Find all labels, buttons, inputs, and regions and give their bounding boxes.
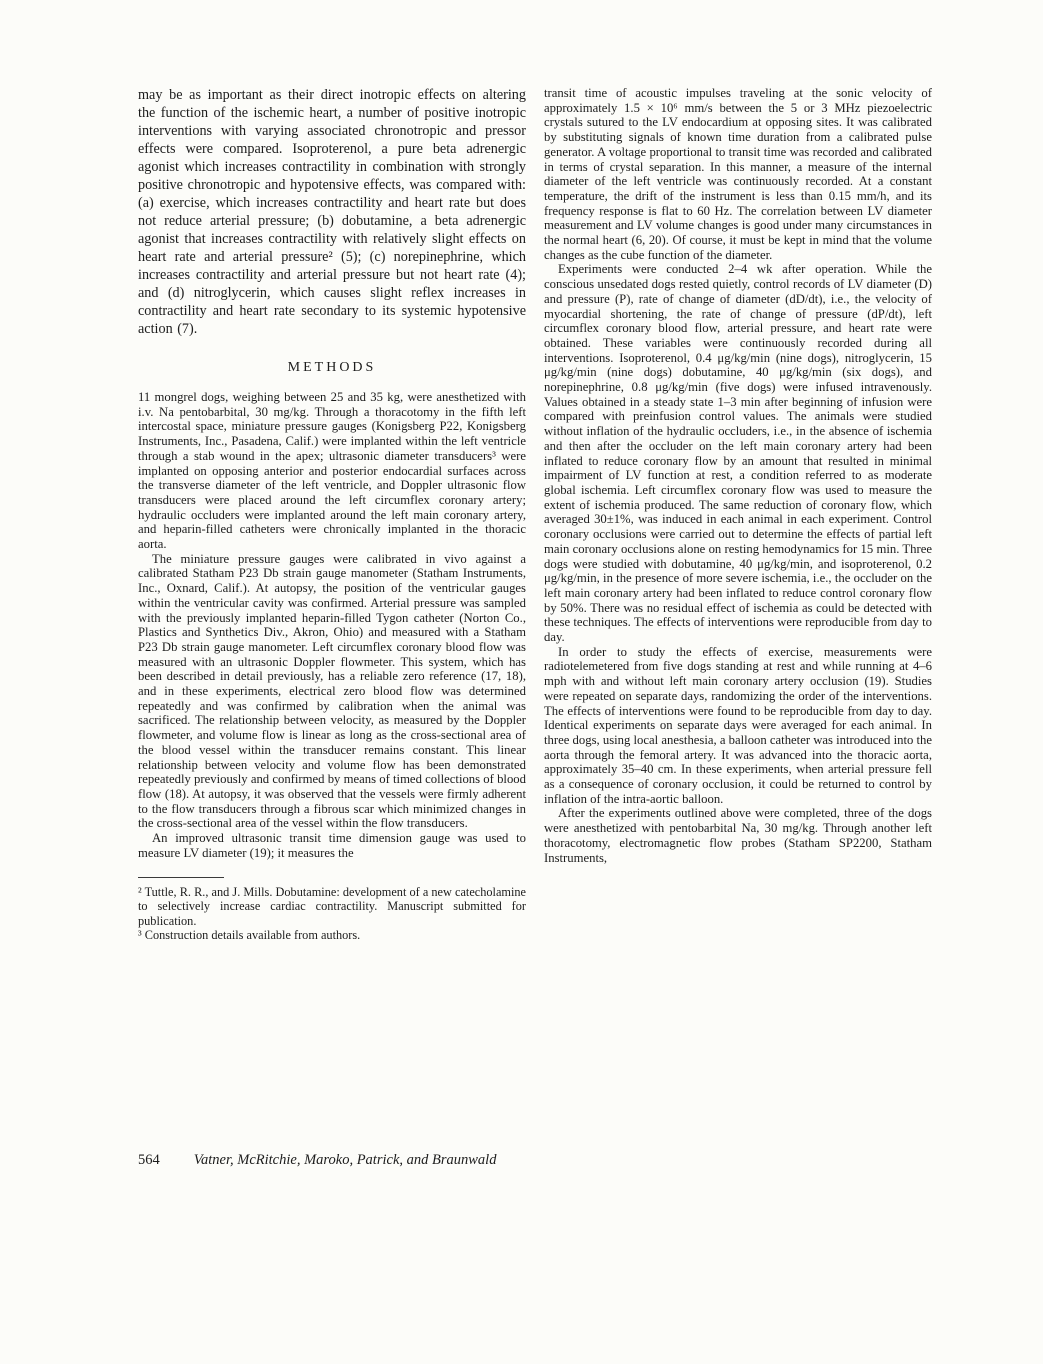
methods-heading: METHODS (287, 360, 377, 375)
methods-paragraph: 11 mongrel dogs, weighing between 25 and 35 kg, were anesthetized with i.v. Na pentobarbital, 30 mg/kg. Through a thoracotomy in the fifth left intercostal space, miniature pressure gauges (Konigsberg P22, Konigsberg Instruments, Inc., Pasadena, Calif.) were implanted within the left ventricle through a stab wound in the apex; ultrasonic diameter transducers³ were implanted on opposing anterior and posterior endocardial surfaces across the transverse diameter of the left ventricle, and Doppler ultrasonic flow transducers were placed around the left circumflex coronary artery; hydraulic occluders were implanted around the left main coronary artery, and heparin-filled catheters were chronically implanted in the thoracic aorta. (138, 390, 526, 552)
body-paragraph: Experiments were conducted 2–4 wk after operation. While the conscious unsedated dogs rested quietly, control records of LV diameter (D) and pressure (P), rate of change of diameter (dD/dt), i.e., the velocity of myocardial shortening, the rate of change of pressure (dP/dt), left circumflex coronary blood flow, arterial pressure, and heart rate were obtained. These variables were continuously recorded during all interventions. Isoproterenol, 0.4 μg/kg/min (nine dogs), nitroglycerin, 15 μg/kg/min (nine dogs) dobutamine, 40 μg/kg/min (six dogs), and norepinephrine, 0.8 μg/kg/min (five dogs) were infused intravenously. Values obtained in a steady state 1–3 min after beginning of infusion were compared with preinfusion control values. The animals were studied without inflation of the hydraulic occluders, i.e., in the absence of ischemia and then after the occluder on the left main coronary artery had been inflated to reduce coronary flow by an amount that resulted in minimal impairment of LV function at rest, a condition referred to as moderate global ischemia. Left circumflex coronary flow was used to measure the extent of ischemia produced. The same reduction of coronary flow, which averaged 30±1%, was induced in each animal in each experiment. Control coronary occlusions were carried out to determine the effects of partial left main coronary occlusions alone on resting hemodynamics for 15 min. Three dogs were studied with dobutamine, 40 μg/kg/min, and isoproterenol, 0.2 μg/kg/min, in the presence of more severe ischemia, i.e., the occluder on the left main coronary artery had been inflated to reduce control coronary flow by 50%. There was no residual effect of ischemia as could be detected with these techniques. The effects of interventions were reproducible from day to day. (544, 262, 932, 645)
footnote: ² Tuttle, R. R., and J. Mills. Dobutamine: development of a new catecholamine to selectively increase cardiac contractility. Manuscript submitted for publication. (138, 884, 526, 928)
page-number: 564 (138, 1152, 160, 1168)
intro-paragraph: may be as important as their direct inotropic effects on altering the function of the ischemic heart, a number of positive inotropic interventions with varying associated chronotropic and pressor effects were compared. Isoproterenol, a pure beta adrenergic agonist which increases contractility in combination with strongly positive chronotropic and hypotensive effects, was compared with: (a) exercise, which increases contractility and heart rate but does not reduce arterial pressure; (b) dobutamine, a beta adrenergic agonist that increases contractility with relatively slight effects on heart rate and arterial pressure² (5); (c) norepinephrine, which increases contractility and arterial pressure but not heart rate (4); and (d) nitroglycerin, which causes slight reflex increases in contractility and heart rate secondary to its systemic hypotensive action (7). (138, 87, 526, 337)
methods-paragraph: An improved ultrasonic transit time dimension gauge was used to measure LV diameter (19); it measures the (138, 831, 526, 860)
left-column (138, 86, 526, 943)
running-authors: Vatner, McRitchie, Maroko, Patrick, and Braunwald (193, 1152, 497, 1168)
footnotes-block (138, 877, 526, 943)
footnote-separator (138, 877, 224, 878)
page-footer (138, 1152, 932, 1169)
footnote: ³ Construction details available from authors. (138, 928, 361, 943)
body-paragraph: transit time of acoustic impulses traveling at the sonic velocity of approximately 1.5 × 10⁶ mm/s between the 5 or 3 MHz piezoelectric crystals sutured to the LV endocardium at opposing sites. It was calibrated by substituting signals of known time duration from a calibrated pulse generator. A voltage proportional to transit time was recorded and calibrated in terms of crystal separation. In this manner, a measure of the internal diameter of the left ventricle was continuously recorded. At a constant temperature, the drift of the instrument is less than 0.15 mm/h, and its frequency response is flat to 60 Hz. The correlation between LV diameter measurement and LV volume changes is good under many circumstances in the normal heart (6, 20). Of course, it must be kept in mind that the volume changes as the cube function of the diameter. (544, 86, 932, 262)
right-column (544, 86, 932, 943)
body-paragraph: After the experiments outlined above were completed, three of the dogs were anesthetized with pentobarbital Na, 30 mg/kg. Through another left thoracotomy, electromagnetic flow probes (Statham SP2200, Statham Instruments, (544, 806, 932, 865)
body-paragraph: In order to study the effects of exercise, measurements were radiotelemetered from five dogs standing at rest and while running at 4–6 mph with and without left main coronary artery occlusion (19). Studies were repeated on separate days, randomizing the order of the interventions. The effects of interventions were found to be reproducible from day to day. Identical experiments on separate days were averaged for each animal. In three dogs, using local anesthesia, a balloon catheter was introduced into the aorta through the femoral artery. It was advanced into the thoracic aorta, approximately 35–40 cm. In these experiments, when arterial pressure fell as a consequence of coronary occlusion, it could be returned to control by inflation of the intra-aortic balloon. (544, 644, 932, 806)
methods-paragraph: The miniature pressure gauges were calibrated in vivo against a calibrated Statham P23 Db strain gauge manometer (Statham Instruments, Inc., Oxnard, Calif.). At autopsy, the position of the ventricular gauges within the ventricular cavity was confirmed. Arterial pressure was sampled with the previously implanted heparin-filled Tygon catheter (Norton Co., Plastics and Synthetics Div., Akron, Ohio) and measured with a Statham P23 Db strain gauge manometer. Left circumflex coronary blood flow was measured with an ultrasonic Doppler flowmeter. This system, which has been described in detail previously, has a reliable zero reference (17, 18), and in these experiments, electrical zero blood flow was determined repeatedly and was confirmed by calibration when the animal was sacrificed. The relationship between velocity, as measured by the Doppler flowmeter, and volume flow is linear as long as the cross-sectional area of the blood vessel within the transducer remains constant. This linear relationship between velocity and volume flow has been demonstrated repeatedly previously and confirmed by means of timed collections of blood flow (18). At autopsy, it was observed that the vessels were firmly adherent to the flow transducers through a fibrous scar which minimized changes in the cross-sectional area of the vessel within the flow transducers. (138, 551, 526, 831)
two-column-content (138, 86, 932, 943)
